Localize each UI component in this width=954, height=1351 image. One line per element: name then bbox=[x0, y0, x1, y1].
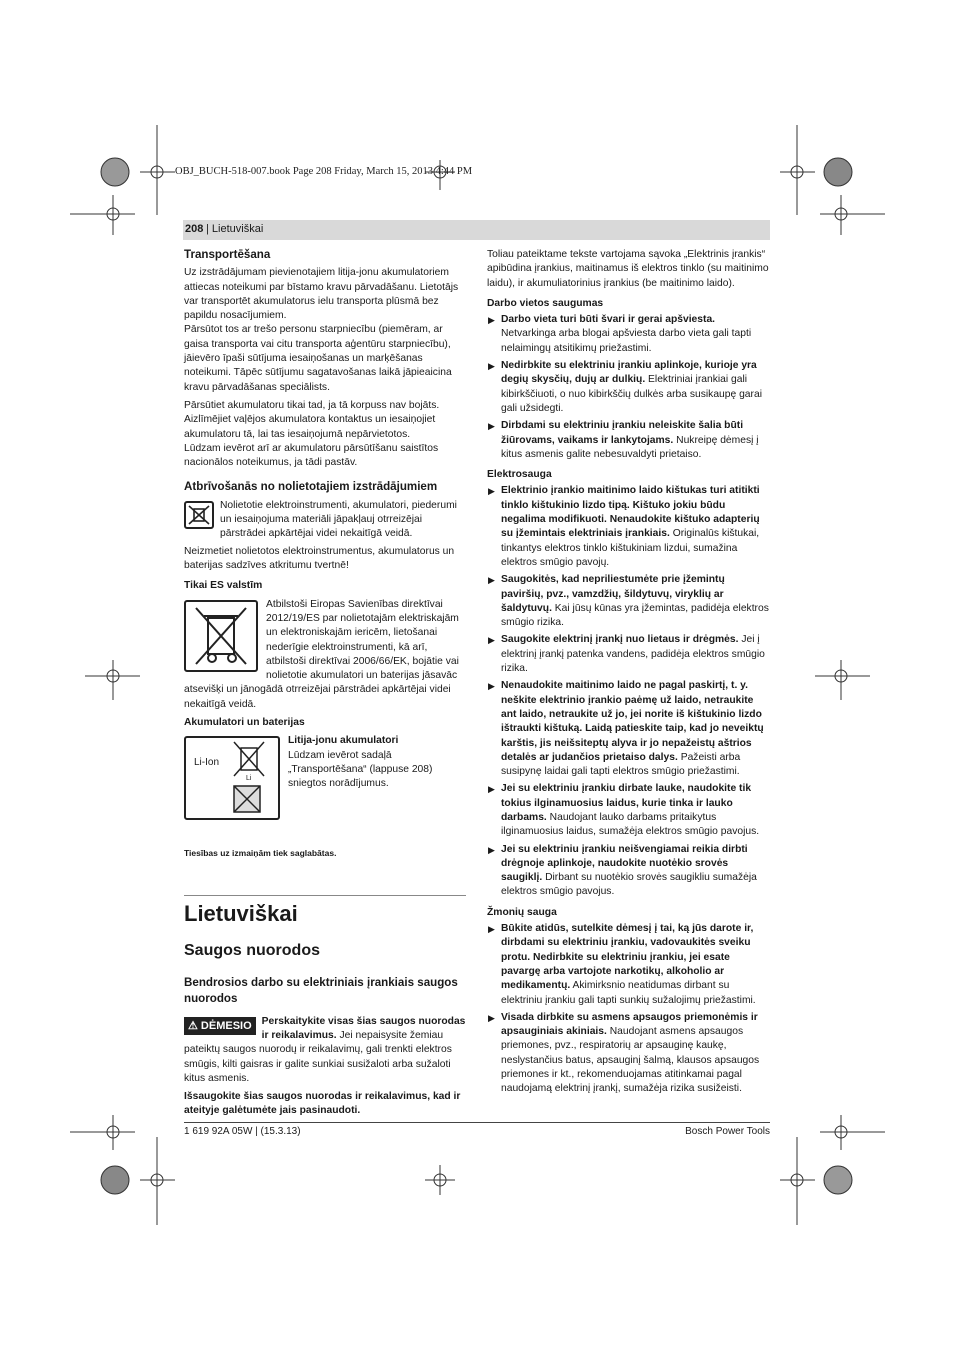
footer-code: 1 619 92A 05W | (15.3.13) bbox=[184, 1126, 301, 1137]
list-item: ▶ Būkite atidūs, sutelkite dėmesį į tai, ką jūs darote ir, dirbdami su elektriniu įrankiu, vadovaukitės sveiku protu. Nedirbkite su elektriniu įrankiu, jei esate pavargę arba vartojote narkotikų, alkoholio ar medikamentų. Akimirksnio neatidumas dirbant su elektriniu įrankiu gali tapti sunkių sužalojimų priežastimi. bbox=[488, 923, 756, 1006]
list-item: ▶ Nenaudokite maitinimo laido ne pagal paskirtį, t. y. neškite elektrinio įrankio paėmę už laido, netraukite ant laido, netraukite už jo, jei norite iš kištukinio lizdo ištraukti kištuką. Laidą patieskite taip, kad jo neveiktų karštis, jis neišsiteptų alyva ir jo nepažeistų aštrios detalės ar judančios prietaiso dalys. Pažeisti arba susipynę laidai gali tapti elektros smūgio priežastimi. bbox=[488, 680, 764, 778]
crossed-bin-icon bbox=[184, 600, 258, 672]
list-item: ▶ Elektrinio įrankio maitinimo laido kištukas turi atitikti tinklo kištukinio lizdo tipą. Kištuko jokiu būdu negalima modifikuoti. Nenaudokite kištuko adapterių su įžemintais elektriniais įrankiais. Originalūs kištukai, tinkantys elektros tinklo kištukiniam lizdui, sumažina elektros smūgio pavojų. bbox=[488, 485, 760, 568]
li-symbol: Li bbox=[246, 775, 252, 783]
heading-safety: Saugos nuorodos bbox=[184, 941, 320, 959]
list-item: ▶ Dirbdami su elektriniu įrankiu neleiskite šalia būti žiūrovams, vaikams ir lankytojams. Nukreipę dėmesį į kitus asmenis galite nebesuvaldyti prietaiso. bbox=[488, 420, 759, 460]
warning-text: Perskaitykite visas šias saugos nuorodas ir reikalavimus. Jei nepaisysite žemiau pateiktų saugos nuorodų ir reikalavimų, gali trenkti elektros smūgis, kilti gaisras ir galite sunkiai susižaloti arba sužaloti kitus asmenis. bbox=[184, 1015, 466, 1084]
li-ion-label: Li-Ion bbox=[194, 757, 220, 769]
para: Pārsūtot tos ar trešo personu starpniecību (piemēram, ar gaisa transporta vai citu transporta aģentūru starpniecību), jāievēro īpaši sūtījuma iesaiņošanas un marķēšanas noteikumi. Tāpēc sūtījumu sagatavošanas laikā jāpieaicina kravu pārvadāšanas speciālists. bbox=[184, 324, 452, 393]
footer-brand: Bosch Power Tools bbox=[685, 1126, 770, 1137]
intro-para: Toliau pateiktame tekste vartojama sąvoka „Elektrinis įrankis“ apibūdina įrankius, maitinamus iš elektros tinklo (su maitinimo laidu), ir akumuliatorinius įrankius (be maitinimo laido). bbox=[487, 249, 769, 289]
section-divider bbox=[184, 895, 466, 897]
list-item: ▶ Visada dirbkite su asmens apsaugos priemonėmis ir apsauginiais akiniais. Naudojant asmens apsaugos priemones, pvz., respiratorių ar apsauginę kaukę, neslystančius batus, apsauginį šalmą, klausos apsaugos priemones ir kt., rekomenduojamas atitinkamai pagal naudojamą elektrinį įrankį, sumažėja rizika susižeisti. bbox=[488, 1011, 760, 1095]
para: Lūdzam ievērot arī ar akumulatoru pārsūtīšanu saistītos nacionālos noteikumus, ja tādi pastāv. bbox=[184, 442, 439, 469]
footer-rule bbox=[184, 1122, 770, 1123]
section-name: | Lietuviškai bbox=[206, 223, 264, 235]
heading-personal-safety: Žmonių sauga bbox=[487, 906, 557, 918]
para: Nolietotie elektroinstrumenti, akumulatori, piederumi un iesaiņojuma materiāli jāpakļauj otrreizējai pārstrādei apkārtējai videi nekaitīgā veidā. bbox=[220, 499, 457, 540]
para: Pārsūtiet akumulatoru tikai tad, ja tā korpuss nav bojāts. Aizlīmējiet vaļējos akumulatora kontaktus un iesaiņojiet akumulatoru tā, lai tas iesaiņojumā nepārvietotos. bbox=[184, 399, 440, 440]
changes-note: Tiesības uz izmaiņām tiek saglabātas. bbox=[184, 848, 337, 859]
heading-eu: Tikai ES valstīm bbox=[184, 580, 263, 592]
heading-transport: Transportēšana bbox=[184, 248, 271, 261]
page-header bbox=[183, 220, 770, 240]
left-column bbox=[184, 248, 466, 1119]
list-item: ▶ Saugokitės, kad nepriliestumėte prie įžemintų paviršių, pvz., vamzdžių, šildytuvų, viryklių ar šaldytuvų. Kai jūsų kūnas yra įžemintas, padidėja elektros smūgio rizika. bbox=[488, 574, 769, 629]
heading-electrical: Elektrosauga bbox=[487, 469, 552, 481]
para: Lūdzam ievērot sadaļā „Transportēšana“ (lappuse 208) sniegtos norādījumus. bbox=[288, 749, 433, 790]
heading-general: Bendrosios darbo su elektriniais įrankiais saugos nuorodos bbox=[184, 975, 458, 1005]
para: Atbilstoši Eiropas Savienības direktīvai 2012/19/ES par nolietotajām elektriskajām un elektroniskajām iericēm, lietošanai nederīgie elektroinstrumenti, kā arī, atbilstoši direktīvai 2006/66/EK, bojātie vai nolietotie akumulatori un baterijas jāsavāc atsevišķi un jānogādā otrreizējai pārstrādei apkārtējai videi nekaitīgā veidā. bbox=[184, 598, 459, 710]
keep-instructions: Išsaugokite šias saugos nuorodas ir reikalavimus, kad ir ateityje galėtumėte jais pasinaudoti. bbox=[184, 1091, 461, 1117]
print-slug: OBJ_BUCH-518-007.book Page 208 Friday, March 15, 2013 4:44 PM bbox=[175, 166, 473, 177]
heading-work-area: Darbo vietos saugumas bbox=[487, 297, 604, 309]
para: Uz izstrādājumam pievienotajiem litija-jonu akumulatoriem attiecas noteikumi par bīstamo kravu pārvadāšanu. Lietotājs var transportēt akumulatorus ielu transporta plūsmā bez papildu nosacījumiem. bbox=[184, 267, 459, 322]
li-ion-battery-icon bbox=[184, 736, 280, 820]
list-item: ▶ Jei su elektriniu įrankiu neišvengiamai reikia dirbti drėgnoje aplinkoje, naudokite nuotėkio srovės saugiklį. Dirbant su nuotėkio srovės saugikliu sumažėja elektros smūgio pavojus. bbox=[488, 843, 757, 898]
recycle-tools-icon bbox=[184, 501, 214, 529]
para: Neizmetiet nolietotos elektroinstrumentus, akumulatorus un baterijas sadzīves atkritumu tvertnē! bbox=[184, 545, 455, 572]
page-title: Lietuviškai bbox=[184, 900, 298, 926]
warning-badge: ⚠ DĖMESIO bbox=[184, 1017, 256, 1035]
heading-accumulators: Akumulatori un baterijas bbox=[184, 717, 305, 729]
right-column bbox=[487, 248, 769, 1100]
list-item: ▶ Saugokite elektrinį įrankį nuo lietaus ir drėgmės. Jei į elektrinį įrankį patenka vandens, padidėja elektros smūgio rizika. bbox=[488, 634, 765, 675]
list-item: ▶ Darbo vieta turi būti švari ir gerai apšviesta. Netvarkinga arba blogai apšviesta darbo vieta gali tapti nelaimingų atsitikimų priežastimi. bbox=[488, 314, 752, 354]
heading-liion: Litija-jonu akumulatori bbox=[288, 735, 399, 747]
page-number: 208 bbox=[185, 223, 204, 235]
list-item: ▶ Jei su elektriniu įrankiu dirbate lauke, naudokite tik tokius ilginamuosius laidus, kurie tinka ir lauko darbams. Naudojant lauko darbams pritaikytus ilginamuosius laidus, sumažėja elektros smūgio pavojus. bbox=[488, 783, 760, 838]
list-item: ▶ Nedirbkite su elektriniu įrankiu aplinkoje, kurioje yra degių skysčių, dujų ar dulkių. Elektriniai įrankiai gali kibirkščiuoti, o nuo kibirkščių dulkės arba susikaupę garai gali užsidegti. bbox=[488, 360, 762, 414]
heading-disposal: Atbrīvošanās no nolietotajiem izstrādājumiem bbox=[184, 480, 438, 494]
